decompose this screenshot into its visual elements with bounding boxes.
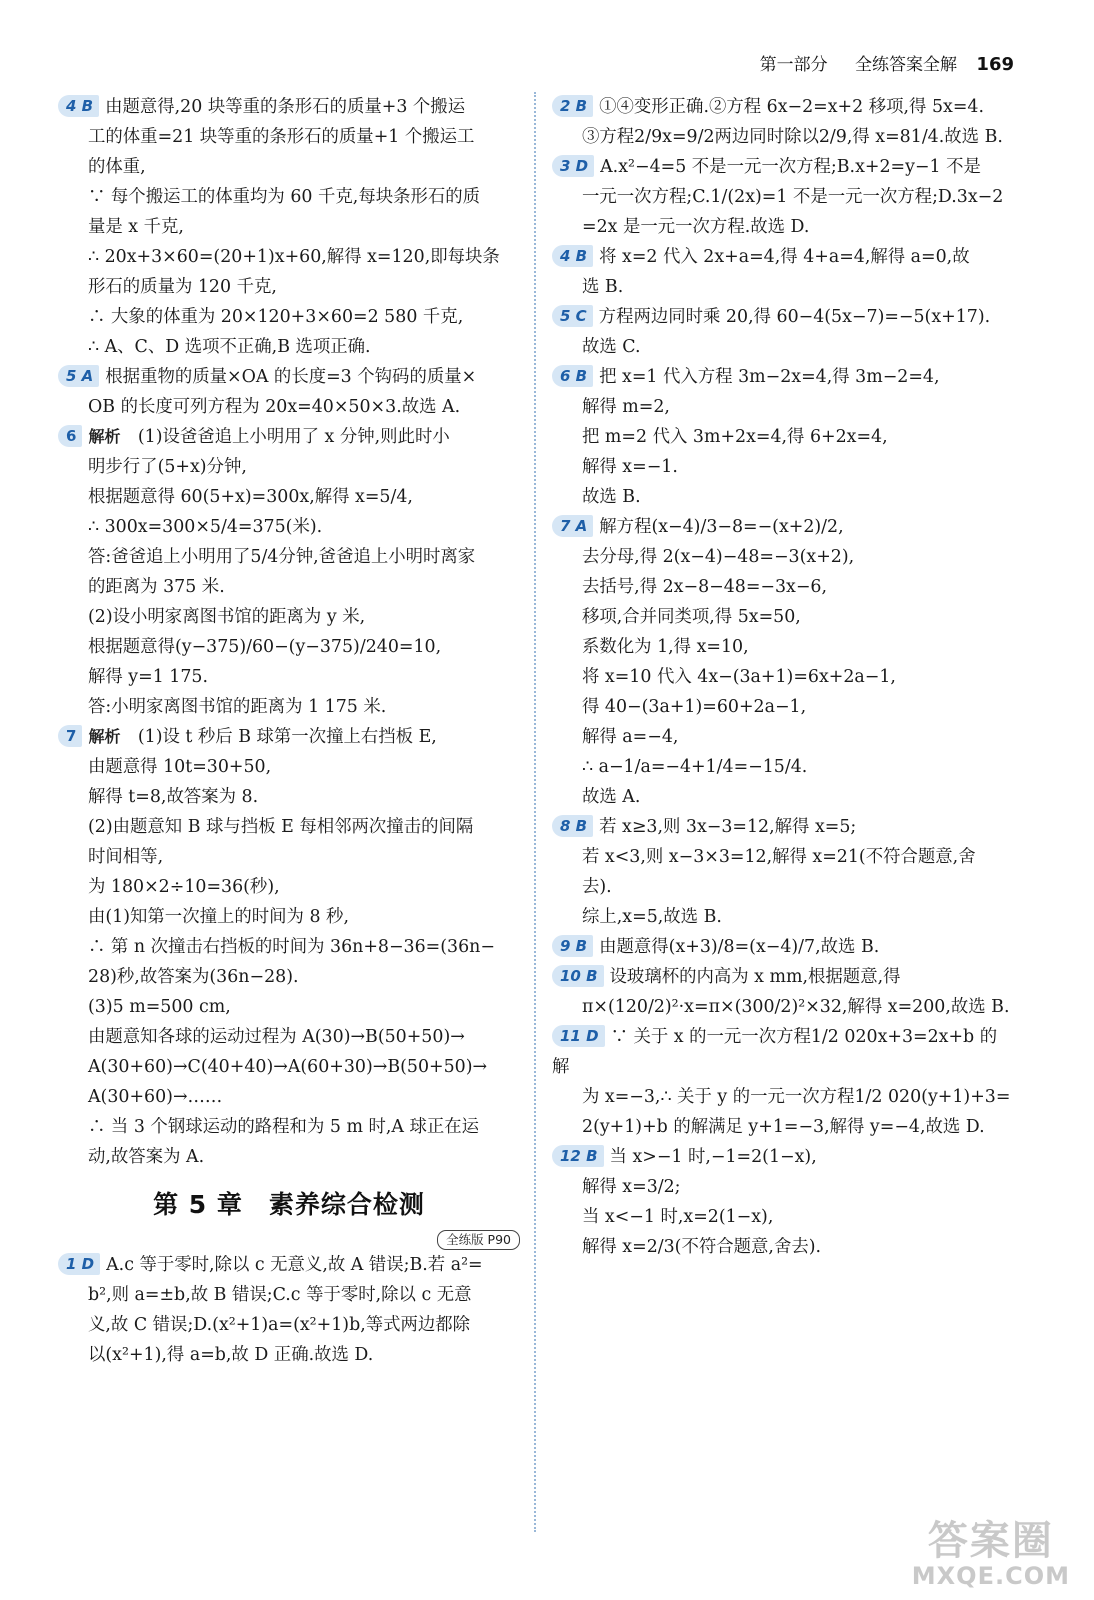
answer-item	[58, 362, 520, 422]
question-number-badge: 11 D	[552, 1025, 605, 1047]
answer-line	[58, 482, 520, 512]
answer-line	[552, 122, 1014, 152]
answer-line	[552, 212, 1014, 242]
answer-line	[58, 932, 520, 962]
answer-text: 综上,x=5,故选 B.	[582, 907, 722, 927]
question-number-badge: 7	[58, 725, 82, 747]
answer-line	[58, 182, 520, 212]
answer-line	[58, 1052, 520, 1082]
answer-text: ∴ 大象的体重为 20×120+3×60=2 580 千克,	[88, 307, 464, 327]
answer-text: A(30+60)→……	[88, 1087, 223, 1107]
answer-text: 把 x=1 代入方程 3m−2x=4,得 3m−2=4,	[599, 367, 940, 387]
answer-text: 设玻璃杯的内高为 x mm,根据题意,得	[609, 967, 901, 987]
answer-line	[58, 242, 520, 272]
answer-line	[58, 602, 520, 632]
watermark-logo	[912, 1509, 1070, 1590]
answer-line	[552, 1082, 1014, 1112]
answer-line	[552, 1112, 1014, 1142]
answer-text: 故选 B.	[582, 487, 641, 507]
answer-text: 故选 A.	[582, 787, 641, 807]
answer-line	[58, 392, 520, 422]
answer-line	[58, 122, 520, 152]
answer-line	[552, 152, 1014, 182]
answer-text: 根据题意得(y−375)/60−(y−375)/240=10,	[88, 637, 442, 657]
answer-line	[552, 542, 1014, 572]
answer-text: 故选 C.	[582, 337, 641, 357]
answer-line	[58, 542, 520, 572]
answer-text: 为 x=−3,∴ 关于 y 的一元一次方程1/2 020(y+1)+3=	[582, 1087, 1011, 1107]
answer-line	[552, 902, 1014, 932]
answer-line	[58, 722, 520, 752]
answer-text: 形石的质量为 120 千克,	[88, 277, 277, 297]
answer-text: A.c 等于零时,除以 c 无意义,故 A 错误;B.若 a²=	[106, 1255, 483, 1275]
answer-text: 为 180×2÷10=36(秒),	[88, 877, 280, 897]
answer-line	[552, 1142, 1014, 1172]
answer-line	[552, 1232, 1014, 1262]
answer-text: ∴ a−1/a=−4+1/4=−15/4.	[582, 757, 808, 777]
answer-line	[58, 212, 520, 242]
analysis-keyword: 解析	[88, 727, 121, 746]
answer-text: b²,则 a=±b,故 B 错误;C.c 等于零时,除以 c 无意	[88, 1285, 472, 1305]
answer-text: 的体重,	[88, 157, 146, 177]
answer-text: 由(1)知第一次撞上的时间为 8 秒,	[88, 907, 349, 927]
answer-line	[552, 392, 1014, 422]
answer-item	[552, 302, 1014, 362]
answer-item	[58, 422, 520, 722]
question-number-badge: 9 B	[552, 935, 593, 957]
answer-text: ∴ A、C、D 选项不正确,B 选项正确.	[88, 337, 371, 357]
page-header	[760, 50, 1014, 75]
answer-text: 选 B.	[582, 277, 624, 297]
answer-text: 量是 x 千克,	[88, 217, 184, 237]
answer-text: ∵ 关于 x 的一元一次方程1/2 020x+3=2x+b 的解	[552, 1027, 998, 1077]
question-number-badge: 5 C	[552, 305, 593, 327]
answer-line	[58, 842, 520, 872]
answer-line	[58, 632, 520, 662]
answer-line	[552, 452, 1014, 482]
answer-line	[58, 1310, 520, 1340]
answer-text: (2)设小明家离图书馆的距离为 y 米,	[88, 607, 366, 627]
question-number-badge: 3 D	[552, 155, 594, 177]
answer-line	[552, 272, 1014, 302]
question-number-badge: 5 A	[58, 365, 99, 387]
answer-text: 当 x>−1 时,−1=2(1−x),	[609, 1147, 817, 1167]
answer-text: ①④变形正确.②方程 6x−2=x+2 移项,得 5x=4.	[599, 97, 984, 117]
answer-line	[552, 512, 1014, 542]
answer-text: ∴ 300x=300×5/4=375(米).	[88, 517, 323, 537]
answer-item	[58, 722, 520, 1172]
answer-text: π×(120/2)²·x=π×(300/2)²×32,解得 x=200,故选 B.	[582, 997, 1010, 1017]
answer-line	[552, 692, 1014, 722]
answer-line	[58, 572, 520, 602]
answer-line	[58, 992, 520, 1022]
answer-item	[552, 362, 1014, 512]
answer-text: 由题意得,20 块等重的条形石的质量+3 个搬运	[105, 97, 466, 117]
answer-text: ∴ 20x+3×60=(20+1)x+60,解得 x=120,即每块条	[88, 247, 500, 267]
answer-line	[58, 872, 520, 902]
answer-text: ∴ 第 n 次撞击右挡板的时间为 36n+8−36=(36n−	[88, 937, 495, 957]
answer-text: 义,故 C 错误;D.(x²+1)a=(x²+1)b,等式两边都除	[88, 1315, 471, 1335]
answer-line	[552, 932, 1014, 962]
analysis-keyword: 解析	[88, 427, 121, 446]
answer-line	[552, 92, 1014, 122]
answer-text: 由题意得 10t=30+50,	[88, 757, 272, 777]
answer-item	[58, 1250, 520, 1370]
answer-text: 解得 x=2/3(不符合题意,舍去).	[582, 1237, 822, 1257]
answer-item	[552, 962, 1014, 1022]
answer-text: 一元一次方程;C.1/(2x)=1 不是一元一次方程;D.3x−2	[582, 187, 1004, 207]
answer-text: =2x 是一元一次方程.故选 D.	[582, 217, 810, 237]
answer-line	[552, 632, 1014, 662]
answer-line	[58, 512, 520, 542]
answer-item	[552, 812, 1014, 932]
answer-line	[552, 1022, 1014, 1082]
answer-text: 根据题意得 60(5+x)=300x,解得 x=5/4,	[88, 487, 413, 507]
answer-text: 方程两边同时乘 20,得 60−4(5x−7)=−5(x+17).	[598, 307, 991, 327]
answer-line	[552, 332, 1014, 362]
answer-line	[58, 662, 520, 692]
answer-line	[552, 482, 1014, 512]
answer-item	[552, 932, 1014, 962]
answer-text: 28)秒,故答案为(36n−28).	[88, 967, 299, 987]
answer-item	[552, 1142, 1014, 1262]
answer-line	[58, 1022, 520, 1052]
answer-text: 解得 a=−4,	[582, 727, 679, 747]
answer-line	[58, 812, 520, 842]
answer-line	[552, 992, 1014, 1022]
answer-text: 明步行了(5+x)分钟,	[88, 457, 247, 477]
chapter-title: 第 5 章 素养综合检测	[153, 1190, 425, 1219]
answer-text: 去括号,得 2x−8−48=−3x−6,	[582, 577, 828, 597]
answer-line	[58, 272, 520, 302]
watermark-text: 答案圈	[927, 1518, 1054, 1564]
answer-item	[552, 512, 1014, 812]
answer-line	[552, 572, 1014, 602]
answer-line	[552, 752, 1014, 782]
answer-text: 若 x≥3,则 3x−3=12,解得 x=5;	[599, 817, 857, 837]
answer-text: ③方程2/9x=9/2两边同时除以2/9,得 x=81/4.故选 B.	[582, 127, 1003, 147]
answer-text: 解得 x=3/2;	[582, 1177, 681, 1197]
answer-line	[58, 1082, 520, 1112]
answer-line	[58, 302, 520, 332]
answer-text: 得 40−(3a+1)=60+2a−1,	[582, 697, 807, 717]
answer-text: 当 x<−1 时,x=2(1−x),	[582, 1207, 774, 1227]
answer-text: 解得 x=−1.	[582, 457, 678, 477]
answer-text: (3)5 m=500 cm,	[88, 997, 231, 1017]
answer-line	[552, 302, 1014, 332]
answer-item	[552, 152, 1014, 242]
answer-item	[552, 1022, 1014, 1142]
answer-line	[552, 872, 1014, 902]
answer-text: 解得 t=8,故答案为 8.	[88, 787, 259, 807]
answer-text: ∴ 当 3 个钢球运动的路程和为 5 m 时,A 球正在运	[88, 1117, 480, 1137]
header-subtitle: 全练答案全解	[855, 55, 958, 75]
answer-line	[552, 1202, 1014, 1232]
answer-text: 根据重物的质量×OA 的长度=3 个钩码的质量×	[105, 367, 477, 387]
answer-text: 答:爸爸追上小明用了5/4分钟,爸爸追上小明时离家	[88, 547, 476, 567]
answer-text: 解得 m=2,	[582, 397, 670, 417]
answer-text: 2(y+1)+b 的解满足 y+1=−3,解得 y=−4,故选 D.	[582, 1117, 985, 1137]
answer-text: A.x²−4=5 不是一元一次方程;B.x+2=y−1 不是	[600, 157, 981, 177]
answer-line	[58, 1280, 520, 1310]
answer-line	[552, 362, 1014, 392]
answer-text: 由题意得(x+3)/8=(x−4)/7,故选 B.	[599, 937, 880, 957]
answer-text: (1)设爸爸追上小明用了 x 分钟,则此时小	[137, 427, 450, 447]
answer-line	[552, 782, 1014, 812]
section-label: 第一部分	[759, 55, 828, 75]
answer-item	[58, 92, 520, 362]
answer-text: (1)设 t 秒后 B 球第一次撞上右挡板 E,	[137, 727, 437, 747]
watermark-url: MXQE.COM	[911, 1562, 1070, 1590]
answer-text: 答:小明家离图书馆的距离为 1 175 米.	[88, 697, 387, 717]
question-number-badge: 7 A	[552, 515, 593, 537]
answer-line	[58, 1250, 520, 1280]
answer-text: 系数化为 1,得 x=10,	[582, 637, 749, 657]
answer-line	[58, 902, 520, 932]
answer-line	[58, 1142, 520, 1172]
answer-text: OB 的长度可列方程为 20x=40×50×3.故选 A.	[88, 397, 461, 417]
answer-line	[58, 692, 520, 722]
answer-text: 把 m=2 代入 3m+2x=4,得 6+2x=4,	[582, 427, 888, 447]
answer-text: 动,故答案为 A.	[88, 1147, 205, 1167]
answer-text: 解方程(x−4)/3−8=−(x+2)/2,	[599, 517, 844, 537]
answer-text: 的距离为 375 米.	[88, 577, 225, 597]
question-number-badge: 4 B	[58, 95, 99, 117]
answer-line	[58, 782, 520, 812]
answer-text: 由题意知各球的运动过程为 A(30)→B(50+50)→	[88, 1027, 465, 1047]
answer-text: 去分母,得 2(x−4)−48=−3(x+2),	[582, 547, 855, 567]
answer-text: 将 x=2 代入 2x+a=4,得 4+a=4,解得 a=0,故	[599, 247, 970, 267]
answer-line	[58, 332, 520, 362]
page-number: 169	[976, 54, 1014, 75]
answer-line	[58, 1112, 520, 1142]
column-divider	[534, 92, 536, 1532]
answer-item	[552, 242, 1014, 302]
answer-line	[58, 152, 520, 182]
question-number-badge: 2 B	[552, 95, 593, 117]
question-number-badge: 4 B	[552, 245, 593, 267]
question-number-badge: 6	[58, 425, 82, 447]
answer-text: 去).	[582, 877, 612, 897]
answer-line	[58, 752, 520, 782]
chapter-reference-badge: 全练版 P90	[437, 1230, 520, 1250]
answer-line	[552, 1172, 1014, 1202]
question-number-badge: 10 B	[552, 965, 604, 987]
answer-text: 时间相等,	[88, 847, 164, 867]
answer-text: (2)由题意知 B 球与挡板 E 每相邻两次撞击的间隔	[88, 817, 474, 837]
answer-item	[552, 92, 1014, 152]
question-number-badge: 12 B	[552, 1145, 604, 1167]
answer-line	[552, 422, 1014, 452]
answer-line	[58, 422, 520, 452]
answer-text: 若 x<3,则 x−3×3=12,解得 x=21(不符合题意,舍	[582, 847, 976, 867]
answer-line	[58, 92, 520, 122]
answer-line	[552, 182, 1014, 212]
answer-text: 以(x²+1),得 a=b,故 D 正确.故选 D.	[88, 1345, 374, 1365]
answer-line	[552, 242, 1014, 272]
answer-line	[552, 602, 1014, 632]
answer-line	[58, 362, 520, 392]
answer-line	[552, 812, 1014, 842]
answer-line	[552, 962, 1014, 992]
answer-line	[58, 452, 520, 482]
answer-line	[58, 962, 520, 992]
question-number-badge: 6 B	[552, 365, 593, 387]
answer-line	[552, 722, 1014, 752]
answer-line	[552, 842, 1014, 872]
answer-text: A(30+60)→C(40+40)→A(60+30)→B(50+50)→	[88, 1057, 488, 1077]
answer-text: 将 x=10 代入 4x−(3a+1)=6x+2a−1,	[582, 667, 896, 687]
answer-line	[58, 1340, 520, 1370]
answer-text: 移项,合并同类项,得 5x=50,	[582, 607, 801, 627]
question-number-badge: 1 D	[58, 1253, 100, 1275]
right-column	[552, 92, 1014, 1262]
answer-line	[552, 662, 1014, 692]
left-column	[58, 92, 520, 1370]
question-number-badge: 8 B	[552, 815, 593, 837]
answer-text: 工的体重=21 块等重的条形石的质量+1 个搬运工	[88, 127, 475, 147]
answer-text: 解得 y=1 175.	[88, 667, 209, 687]
answer-text: ∵ 每个搬运工的体重均为 60 千克,每块条形石的质	[88, 187, 481, 207]
